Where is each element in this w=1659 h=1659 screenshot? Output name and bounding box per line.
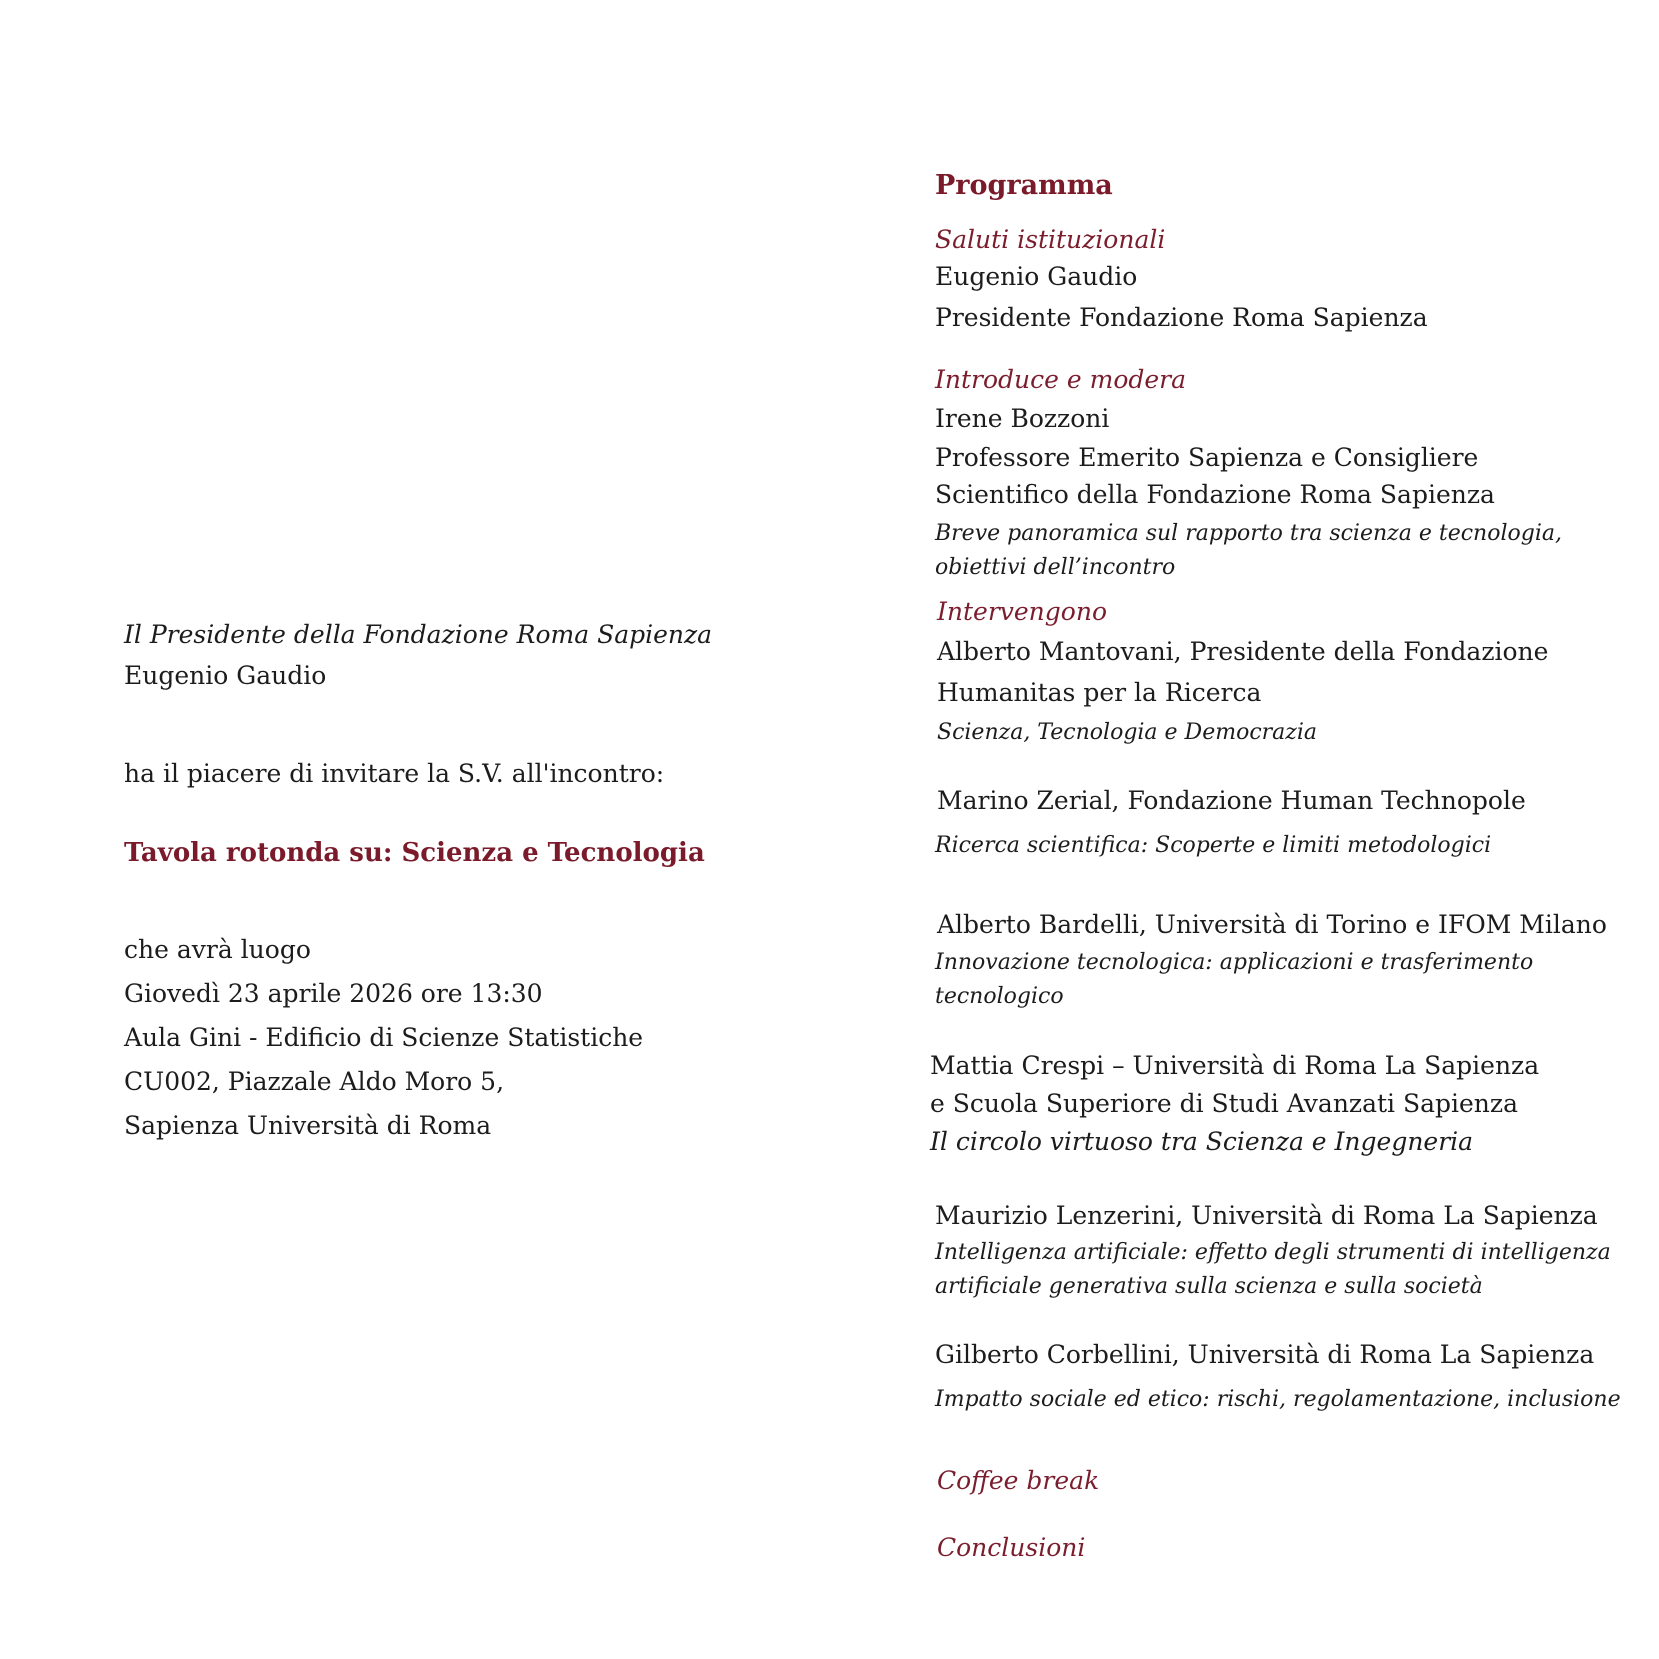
- introduce-label: Introduce e modera: [935, 365, 1187, 394]
- speaker-topic: Impatto sociale ed etico: rischi, regolamentazione, inclusione: [935, 1387, 1621, 1412]
- intervengono-label: Intervengono: [937, 597, 1107, 626]
- speaker-topic: tecnologico: [935, 984, 1064, 1009]
- speaker-line: Alberto Bardelli, Università di Torino e IFOM Milano: [937, 910, 1607, 939]
- speaker-line: Humanitas per la Ricerca: [937, 678, 1262, 707]
- speaker-line: Alberto Mantovani, Presidente della Fondazione: [937, 637, 1549, 666]
- speaker-line: e Scuola Superiore di Studi Avanzati Sapienza: [930, 1089, 1518, 1118]
- event-address: CU002, Piazzale Aldo Moro 5,: [124, 1067, 505, 1096]
- event-university: Sapienza Università di Roma: [124, 1111, 492, 1140]
- invite-text: ha il piacere di invitare la S.V. all'incontro:: [124, 759, 665, 788]
- speaker-topic: Il circolo virtuoso tra Scienza e Ingegneria: [930, 1127, 1474, 1156]
- speaker-line: Gilberto Corbellini, Università di Roma La Sapienza: [935, 1340, 1595, 1369]
- event-venue: Aula Gini - Edificio di Scienze Statistiche: [124, 1023, 644, 1052]
- event-title: Tavola rotonda su: Scienza e Tecnologia: [124, 838, 705, 868]
- speaker-topic: Ricerca scientifica: Scoperte e limiti metodologici: [935, 833, 1492, 858]
- introduce-topic-line1: Breve panoramica sul rapporto tra scienza e tecnologia,: [935, 521, 1562, 546]
- event-detail-intro: che avrà luogo: [124, 935, 311, 964]
- host-role: Il Presidente della Fondazione Roma Sapienza: [124, 620, 713, 649]
- speaker-line: Marino Zerial, Fondazione Human Technopole: [937, 786, 1526, 815]
- saluti-role: Presidente Fondazione Roma Sapienza: [935, 303, 1428, 332]
- conclusioni: Conclusioni: [937, 1533, 1086, 1562]
- introduce-role-line1: Professore Emerito Sapienza e Consigliere: [935, 443, 1479, 472]
- speaker-topic: Innovazione tecnologica: applicazioni e trasferimento: [935, 950, 1534, 975]
- speaker-topic: Intelligenza artificiale: effetto degli strumenti di intelligenza: [935, 1240, 1611, 1265]
- speaker-line: Maurizio Lenzerini, Università di Roma La Sapienza: [935, 1201, 1598, 1230]
- speaker-line: Mattia Crespi – Università di Roma La Sapienza: [930, 1051, 1540, 1080]
- speaker-topic: artificiale generativa sulla scienza e sulla società: [935, 1274, 1483, 1299]
- host-name: Eugenio Gaudio: [124, 661, 327, 690]
- introduce-role-line2: Scientifico della Fondazione Roma Sapienza: [935, 480, 1495, 509]
- saluti-name: Eugenio Gaudio: [935, 262, 1138, 291]
- coffee-break: Coffee break: [937, 1466, 1100, 1495]
- speaker-topic: Scienza, Tecnologia e Democrazia: [937, 720, 1318, 745]
- event-date: Giovedì 23 aprile 2026 ore 13:30: [124, 979, 543, 1008]
- introduce-name: Irene Bozzoni: [935, 404, 1110, 433]
- introduce-topic-line2: obiettivi dell’incontro: [935, 555, 1176, 580]
- saluti-label: Saluti istituzionali: [935, 225, 1166, 254]
- programme-heading: Programma: [935, 170, 1113, 201]
